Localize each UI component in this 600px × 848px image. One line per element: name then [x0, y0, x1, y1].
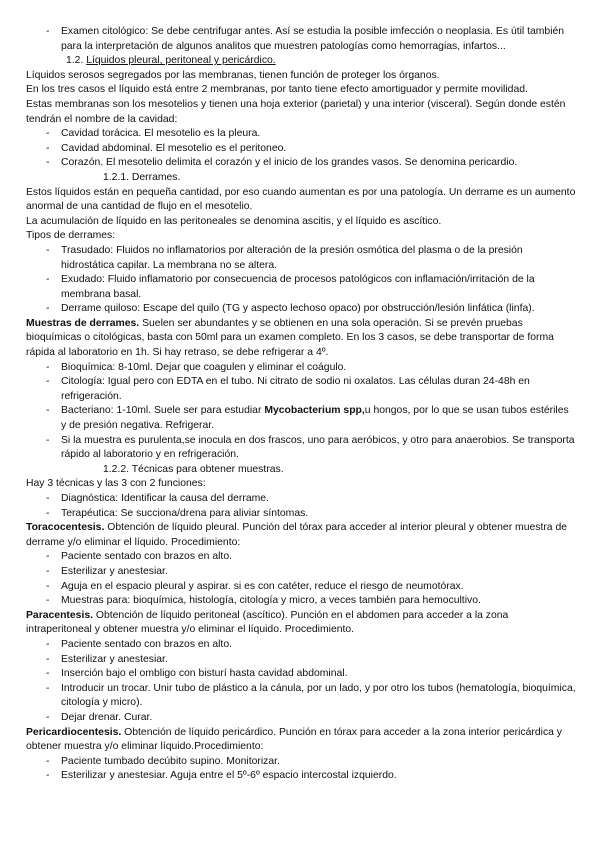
- subsection-heading-derrames: 1.2.1. Derrames.: [103, 171, 181, 183]
- paragraph-paracentesis: [26, 609, 576, 638]
- list-item: - Bioquímica: 8-10ml. Dejar que coagulen y eliminar el coágulo.: [26, 361, 576, 376]
- list-item: - Paciente sentado con brazos en alto.: [26, 550, 576, 565]
- list-item: - Paciente tumbado decúbito supino. Monitorizar.: [26, 755, 576, 770]
- list-item: - Esterilizar y anestesiar. Aguja entre el 5º-6º espacio intercostal izquierdo.: [26, 769, 576, 784]
- paragraph: Estos líquidos están en pequeña cantidad, por eso cuando aumentan es por una patología. Un derrame es un aumento anormal de una cantidad de flujo en el mesotelio.: [26, 186, 576, 213]
- list-item: - Introducir un trocar. Unir tubo de plástico a la cánula, por un lado, y por otro los tubos (hematología, bioquímica, citología y micro).: [26, 682, 576, 711]
- section-heading: [66, 54, 576, 69]
- list-item: - Paciente sentado con brazos en alto.: [26, 638, 576, 653]
- paragraph-toracocentesis: [26, 521, 576, 550]
- list-item: - Dejar drenar. Curar.: [26, 711, 576, 726]
- list-item: - Cavidad abdominal. El mesotelio es el peritoneo.: [26, 142, 576, 157]
- list-item: - Examen citológico: Se debe centrifugar antes. Así se estudia la posible imfección o neoplasia. Es útil también para la interpretación de algunos analitos que muestren patologías como hemorragias, infartos...: [26, 25, 576, 54]
- muestras-text: Suelen ser abundantes y se obtienen en una sola operación. Si se prevén pruebas bioquímicas o citológicas, basta con 50ml para un examen completo. En los 3 casos, se debe transportar de forma rápida al laboratorio en 1h. Si hay retraso, se debe refrigerar a 4º.: [26, 317, 554, 359]
- paragraph: En los tres casos el líquido está entre 2 membranas, por tanto tiene efecto amortiguador y permite movilidad.: [26, 84, 528, 96]
- list-item: - Muestras para: bioquímica, histología, citología y micro, a veces también para hemocultivo.: [26, 594, 576, 609]
- paragraph: Tipos de derrames:: [26, 230, 116, 242]
- muestras-list: [26, 361, 576, 463]
- list-item: - Esterilizar y anestesiar.: [26, 653, 576, 668]
- list-item: - Trasudado: Fluidos no inflamatorios por alteración de la presión osmótica del plasma o de la presión hidrostática capilar. La membrana no se altera.: [26, 244, 576, 273]
- pericardiocentesis-title: Pericardiocentesis.: [26, 726, 122, 738]
- tipos-list: [26, 244, 576, 317]
- bacteriano-text-end: u hongos, por lo que se usan tubos estériles y de presión negativa. Refrigerar.: [61, 405, 569, 432]
- list-item: - Derrame quiloso: Escape del quilo (TG y aspecto lechoso opaco) por obstrucción/lesión linfática (linfa).: [26, 302, 576, 317]
- list-item: - Aguja en el espacio pleural y aspirar. si es con catéter, reduce el riesgo de neumotórax.: [26, 580, 576, 595]
- section-number: 1.2.: [66, 55, 84, 67]
- pericardiocentesis-text: Obtención de líquido pericárdico. Punción en tórax para acceder a la zona interior pericárdica y obtener muestra y/o eliminar líquido.Procedimiento:: [26, 726, 562, 753]
- list-item: - Terapéutica: Se succiona/drena para aliviar síntomas.: [26, 507, 576, 522]
- list-item: [26, 404, 576, 433]
- paragraph: Estas membranas son los mesotelios y tienen una hoja exterior (parietal) y una interior (visceral). Según donde estén tendrán el nombre de la cavidad:: [26, 98, 566, 125]
- paragraph: La acumulación de líquido en las peritoneales se denomina ascitis, y el líquido es ascítico.: [26, 215, 442, 227]
- toracocentesis-steps: [26, 550, 576, 608]
- bacteriano-text: Bacteriano: 1-10ml. Suele ser para estudiar: [61, 405, 265, 417]
- list-item: - Exudado: Fluido inflamatorio por consecuencia de procesos patológicos con inflamación/irritación de la membrana basal.: [26, 273, 576, 302]
- paracentesis-steps: [26, 638, 576, 726]
- muestras-title: Muestras de derrames.: [26, 317, 140, 329]
- subsection-heading-tecnicas: 1.2.2. Técnicas para obtener muestras.: [103, 463, 284, 475]
- list-item: - Citología: Igual pero con EDTA en el tubo. Ni citrato de sodio ni oxalatos. Las células duran 24-48h en refrigeración.: [26, 375, 576, 404]
- paragraph-pericardiocentesis: [26, 726, 576, 755]
- section-title: Líquidos pleural, peritoneal y pericárdico.: [86, 55, 276, 67]
- paracentesis-text: Obtención de líquido peritoneal (ascítico). Punción en el abdomen para acceder a la zona intraperitoneal y obtener muestra y/o eliminar el líquido. Procedimiento.: [26, 609, 509, 636]
- paragraph: Líquidos serosos segregados por las membranas, tienen función de proteger los órganos.: [26, 69, 440, 81]
- toracocentesis-title: Toracocentesis.: [26, 522, 105, 534]
- list-item: - Esterilizar y anestesiar.: [26, 565, 576, 580]
- list-item: - Cavidad torácica. El mesotelio es la pleura.: [26, 127, 576, 142]
- organism-name: Mycobacterium spp,: [264, 405, 365, 417]
- list-item: - Si la muestra es purulenta,se inocula en dos frascos, uno para aeróbicos, y otro para anaerobios. Se transporta rápido al laboratorio y en refrigeración.: [26, 434, 576, 463]
- cavities-list: [26, 127, 576, 171]
- pericardiocentesis-steps: [26, 755, 576, 784]
- paragraph-muestras: [26, 317, 576, 361]
- toracocentesis-text: Obtención de líquido pleural. Punción del tórax para acceder al interior pleural y obtener muestra de derrame y/o eliminar el líquido. Procedimiento:: [26, 522, 568, 548]
- funciones-list: [26, 492, 576, 521]
- list-item: - Corazón. El mesotelio delimita el corazón y el inicio de los grandes vasos. Se denomina pericardio.: [26, 156, 576, 171]
- paracentesis-title: Paracentesis.: [26, 609, 94, 621]
- list-item: - Inserción bajo el ombligo con bisturí hasta cavidad abdominal.: [26, 667, 576, 682]
- intro-list: [26, 25, 576, 54]
- list-item: - Diagnóstica: Identificar la causa del derrame.: [26, 492, 576, 507]
- paragraph: Hay 3 técnicas y las 3 con 2 funciones:: [26, 478, 206, 490]
